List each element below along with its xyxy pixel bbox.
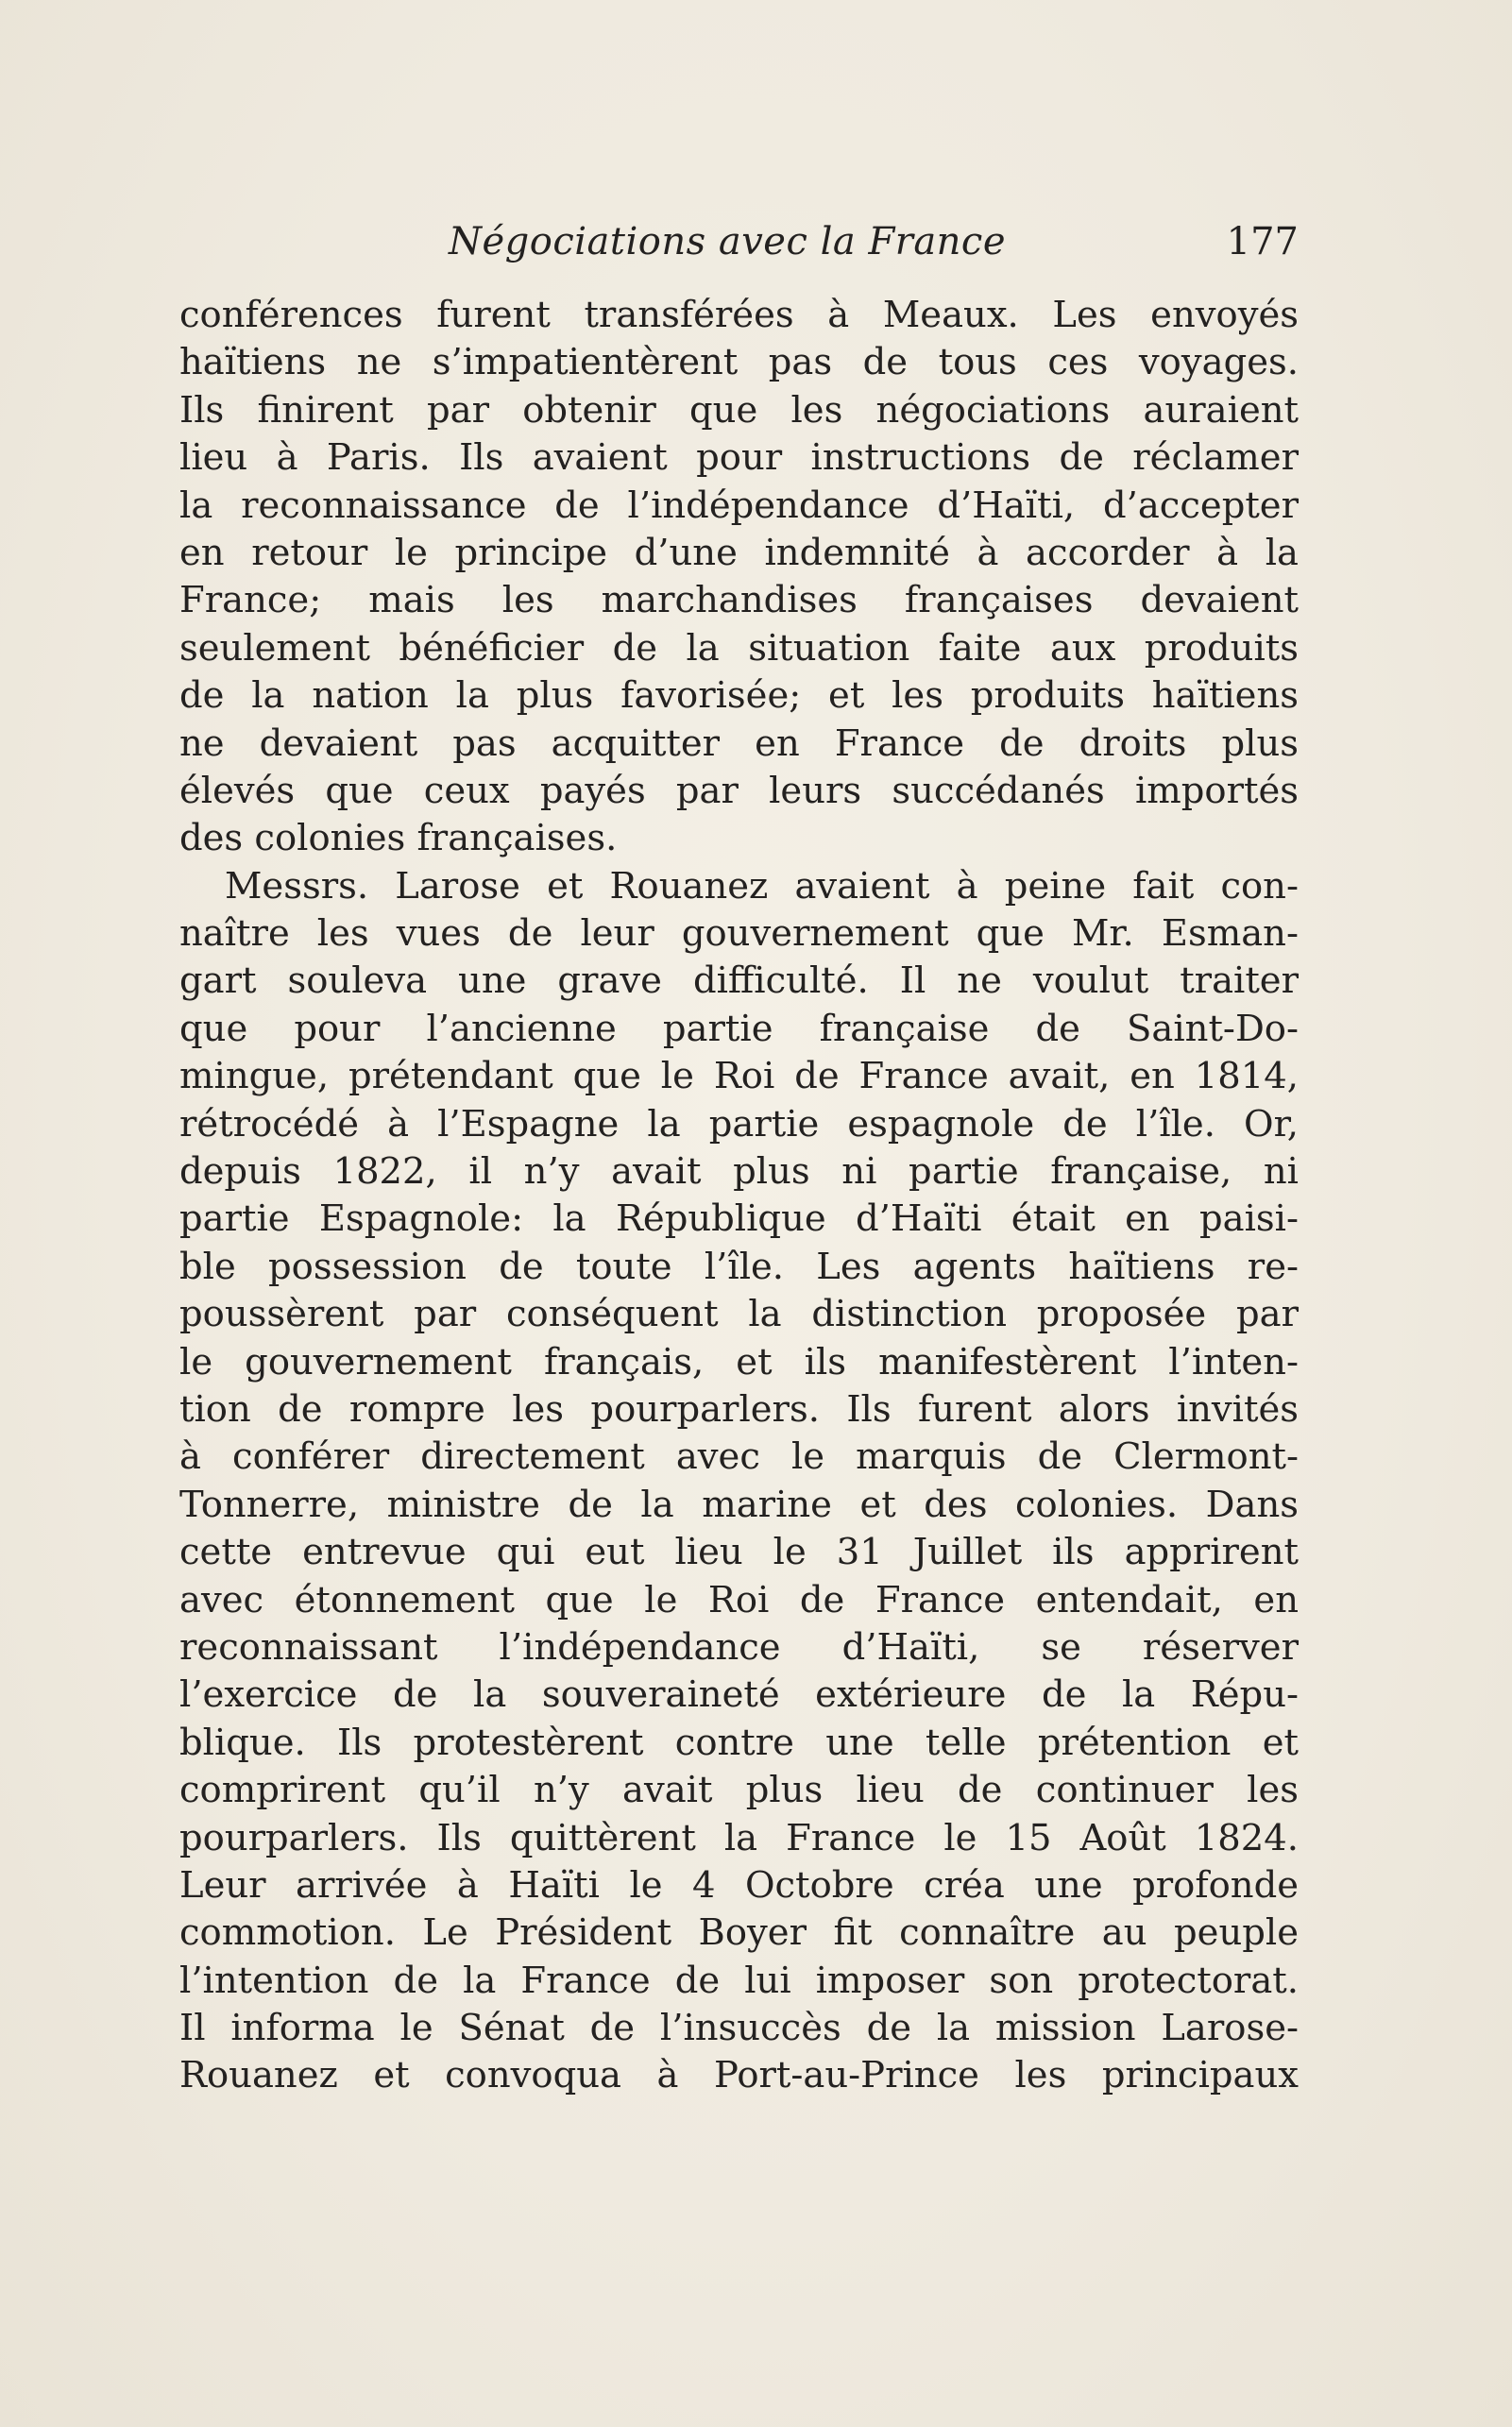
body-text: [179, 292, 1299, 2100]
text-line: avec étonnement que le Roi de France entendait, en: [179, 1578, 1299, 1621]
text-line: des colonies françaises.: [179, 817, 618, 860]
text-line: lieu à Paris. Ils avaient pour instructions de réclamer: [179, 436, 1299, 480]
text-line: reconnaissant l’indépendance d’Haïti, se réserver: [179, 1625, 1299, 1669]
running-title: Négociations avec la France: [449, 220, 1007, 263]
text-line: mingue, prétendant que le Roi de France avait, en 1814,: [179, 1055, 1299, 1098]
text-line: l’intention de la France de lui imposer son protectorat.: [179, 1959, 1299, 2002]
text-line: Leur arrivée à Haïti le 4 Octobre créa une profonde: [179, 1863, 1299, 1907]
text-line: comprirent qu’il n’y avait plus lieu de continuer les: [179, 1769, 1299, 1812]
text-line: pourparlers. Ils quittèrent la France le 15 Août 1824.: [179, 1816, 1299, 1859]
text-line: tion de rompre les pourparlers. Ils furent alors invités: [179, 1387, 1299, 1431]
text-line: en retour le principe d’une indemnité à accorder à la: [179, 531, 1299, 574]
text-line: haïtiens ne s’impatientèrent pas de tous ces voyages.: [179, 341, 1299, 384]
text-line: cette entrevue qui eut lieu le 31 Juillet ils apprirent: [179, 1531, 1299, 1574]
text-line: seulement bénéficier de la situation faite aux produits: [179, 626, 1299, 670]
text-line: rétrocédé à l’Espagne la partie espagnole de l’île. Or,: [179, 1102, 1299, 1146]
text-line: élevés que ceux payés par leurs succédanés importés: [179, 769, 1299, 812]
text-line: poussèrent par conséquent la distinction proposée par: [179, 1293, 1299, 1336]
page-number: 177: [1226, 220, 1299, 263]
text-line: naître les vues de leur gouvernement que Mr. Esman-: [179, 912, 1299, 956]
text-line: blique. Ils protestèrent contre une telle prétention et: [179, 1721, 1299, 1764]
text-line: la reconnaissance de l’indépendance d’Haïti, d’accepter: [179, 484, 1299, 527]
page-header: [179, 213, 1299, 270]
text-line: conférences furent transférées à Meaux. Les envoyés: [179, 294, 1299, 336]
text-line: partie Espagnole: la République d’Haïti était en paisi-: [179, 1197, 1299, 1241]
text-line: Messrs. Larose et Rouanez avaient à peine fait con-: [225, 864, 1299, 908]
text-line: Tonnerre, ministre de la marine et des colonies. Dans: [179, 1483, 1299, 1526]
text-line: Ils finirent par obtenir que les négociations auraient: [179, 388, 1299, 432]
text-line: à conférer directement avec le marquis de Clermont-: [179, 1435, 1299, 1479]
text-line: l’exercice de la souveraineté extérieure de la Répu-: [179, 1673, 1299, 1717]
text-line: depuis 1822, il n’y avait plus ni partie française, ni: [179, 1150, 1299, 1194]
text-line: ble possession de toute l’île. Les agents haïtiens re-: [179, 1245, 1299, 1288]
text-line: de la nation la plus favorisée; et les produits haïtiens: [179, 674, 1299, 718]
text-line: gart souleva une grave difficulté. Il ne voulut traiter: [179, 959, 1299, 1003]
text-line: ne devaient pas acquitter en France de droits plus: [179, 721, 1299, 765]
text-line: Rouanez et convoqua à Port-au-Prince les principaux: [179, 2054, 1299, 2097]
text-line: le gouvernement français, et ils manifestèrent l’inten-: [179, 1340, 1299, 1383]
text-line: Il informa le Sénat de l’insuccès de la mission Larose-: [179, 2007, 1299, 2050]
text-line: commotion. Le Président Boyer fit connaître au peuple: [179, 1911, 1299, 1955]
text-line: France; mais les marchandises françaises devaient: [179, 579, 1299, 622]
text-line: que pour l’ancienne partie française de Saint-Do-: [179, 1007, 1299, 1050]
